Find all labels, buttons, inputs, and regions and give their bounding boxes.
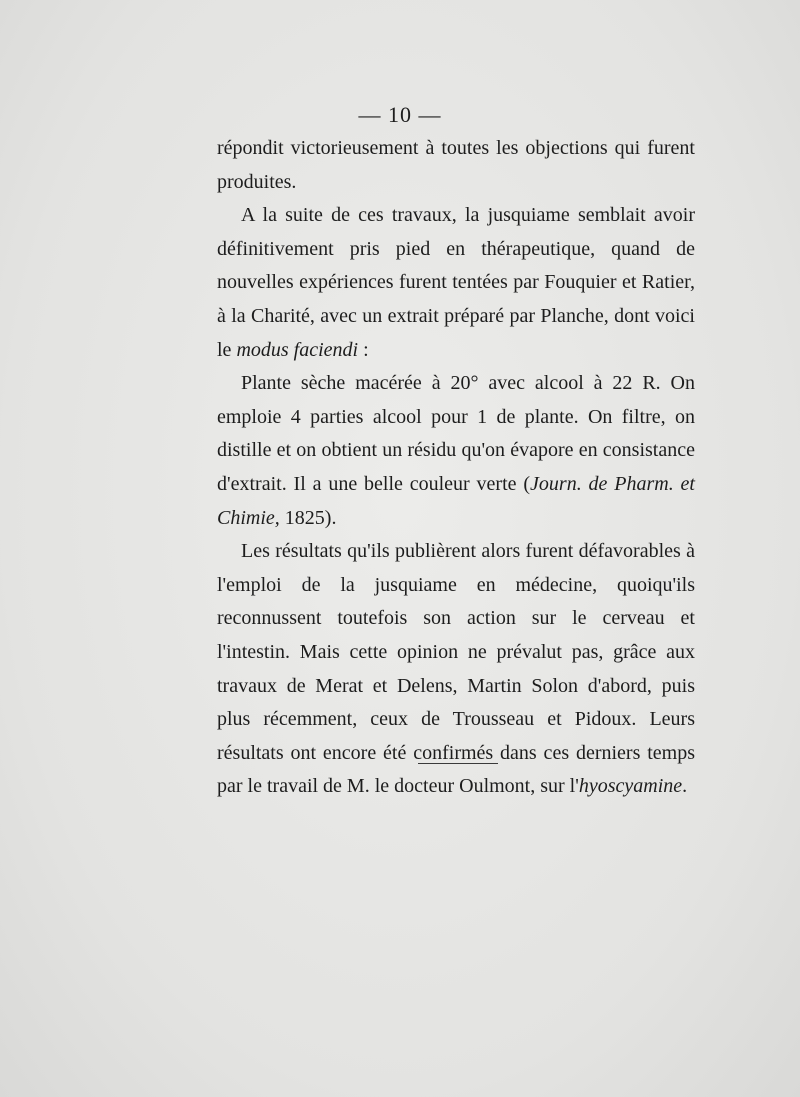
body-text <box>217 132 695 804</box>
paragraph-3 <box>217 367 695 535</box>
paragraph-2 <box>217 199 695 367</box>
text-run: 1825). <box>279 506 337 529</box>
page-number: — 10 — <box>358 102 442 127</box>
text-run: A la suite de ces travaux, la jusquiame semblait avoir définitivement pris pied en thérapeutique, quand de nouvelles expériences furent tentées par Fouquier et Ratier, à la Charité, avec un extrait préparé par Planche, dont voici le <box>217 204 695 361</box>
italic-text: modus faciendi <box>236 338 359 361</box>
text-run: Les résultats qu'ils publièrent alors furent défavorables à l'emploi de la jusquiame en médecine, quoiqu'ils reconnussent toutefois son action sur le cerveau et l'intestin. Mais cette opinion ne prévalut pas, grâce aux travaux de Merat et Delens, Martin Solon d'abord, puis plus récemment, ceux de Trousseau et Pidoux. Leurs résultats ont encore été confirmés dans ces derniers temps par le travail de M. le docteur Oulmont, sur l' <box>217 540 695 798</box>
text-run: Plante sèche macérée à 20° avec alcool à 22 R. On emploie 4 parties alcool pour 1 de plante. On filtre, on distille et on obtient un résidu qu'on évapore en consistance d'extrait. Il a une belle couleur verte ( <box>217 372 695 495</box>
italic-text: Journ. de Pharm. et Chimie, <box>217 472 695 529</box>
paragraph-1 <box>217 132 695 199</box>
italic-text: hyoscyamine <box>578 775 683 798</box>
section-divider <box>418 763 498 764</box>
text-run: : <box>358 338 369 361</box>
text-run: . <box>682 775 688 798</box>
text-run: répondit victorieusement à toutes les objections qui furent produites. <box>217 137 695 193</box>
